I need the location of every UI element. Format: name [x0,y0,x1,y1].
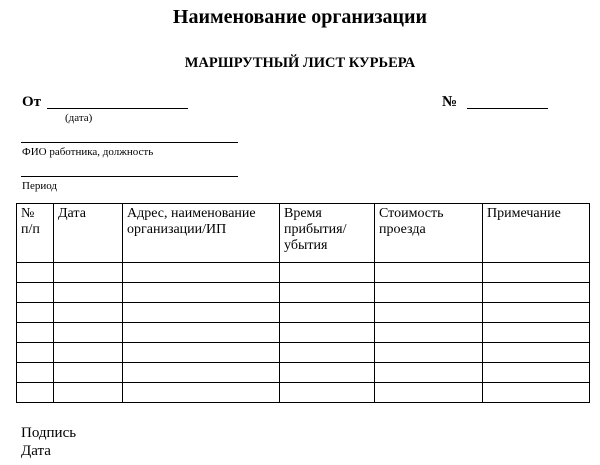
table-cell[interactable] [483,323,590,343]
table-cell[interactable] [280,363,375,383]
column-header-address: Адрес, наименование организации/ИП [123,204,280,263]
from-label: От [22,94,42,110]
table-cell[interactable] [280,343,375,363]
table-header-row [17,204,590,263]
table-cell[interactable] [123,383,280,403]
table-cell[interactable] [123,343,280,363]
table-cell[interactable] [17,383,54,403]
table-cell[interactable] [17,263,54,283]
employee-line[interactable] [21,142,238,143]
footer-date-label: Дата [21,443,51,459]
table-cell[interactable] [483,343,590,363]
table-cell[interactable] [17,323,54,343]
period-line[interactable] [21,176,238,177]
table-cell[interactable] [375,343,483,363]
route-table [16,203,590,403]
column-header-time: Время прибытия/ убытия [280,204,375,263]
table-cell[interactable] [483,263,590,283]
number-label: № [442,94,458,110]
number-line[interactable] [467,108,548,109]
table-row [17,283,590,303]
table-body [17,263,590,403]
table-cell[interactable] [54,323,123,343]
table-cell[interactable] [54,303,123,323]
table-cell[interactable] [17,303,54,323]
table-cell[interactable] [375,323,483,343]
table-cell[interactable] [54,263,123,283]
table-cell[interactable] [280,283,375,303]
table-cell[interactable] [375,383,483,403]
table-cell[interactable] [375,283,483,303]
table-cell[interactable] [483,383,590,403]
period-caption: Период [22,180,57,192]
column-header-note: Примечание [483,204,590,263]
table-cell[interactable] [54,343,123,363]
table-row [17,303,590,323]
table-cell[interactable] [375,363,483,383]
table-cell[interactable] [54,283,123,303]
column-header-number: № п/п [17,204,54,263]
table-cell[interactable] [483,303,590,323]
table-row [17,263,590,283]
from-date-line[interactable] [47,108,188,109]
table-cell[interactable] [280,323,375,343]
table-cell[interactable] [123,363,280,383]
organization-name: Наименование организации [172,6,428,28]
table-cell[interactable] [17,343,54,363]
table-cell[interactable] [280,263,375,283]
table-row [17,383,590,403]
table-row [17,363,590,383]
table-cell[interactable] [123,323,280,343]
column-header-date: Дата [54,204,123,263]
column-header-cost: Стоимость проезда [375,204,483,263]
table-cell[interactable] [280,303,375,323]
table-cell[interactable] [375,303,483,323]
table-cell[interactable] [17,363,54,383]
employee-caption: ФИО работника, должность [22,146,154,158]
date-caption: (дата) [65,112,93,124]
table-cell[interactable] [375,263,483,283]
table-cell[interactable] [280,383,375,403]
table-cell[interactable] [17,283,54,303]
table-cell[interactable] [54,383,123,403]
signature-label: Подпись [21,425,77,441]
document-title: МАРШРУТНЫЙ ЛИСТ КУРЬЕРА [184,55,416,71]
table-row [17,343,590,363]
table-cell[interactable] [54,363,123,383]
table-cell[interactable] [123,263,280,283]
table-cell[interactable] [123,283,280,303]
table-row [17,323,590,343]
table-cell[interactable] [483,363,590,383]
table-cell[interactable] [123,303,280,323]
table-cell[interactable] [483,283,590,303]
